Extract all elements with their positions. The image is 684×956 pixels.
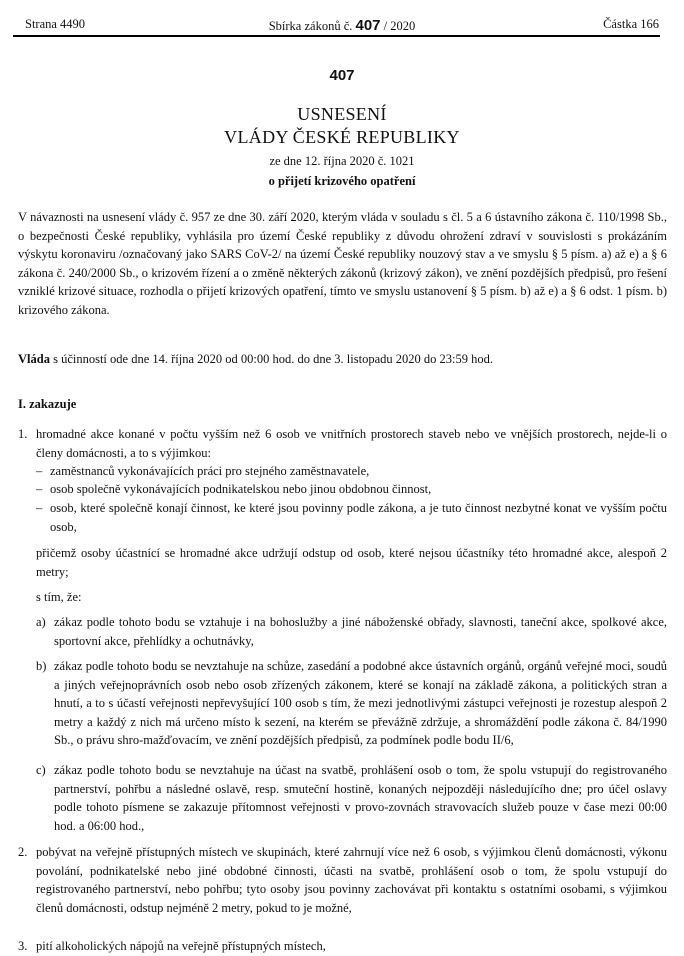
list-item-2 <box>18 843 667 917</box>
sub-item-b <box>36 657 667 750</box>
header-rule <box>13 35 660 37</box>
dash-bullet: – <box>36 501 43 515</box>
section-heading: I. zakazuje <box>18 397 77 411</box>
document-title-line2: VLÁDY ČESKÉ REPUBLIKY <box>224 127 460 147</box>
dash-item <box>36 499 667 536</box>
collection-prefix: Sbírka zákonů č. <box>268 19 353 33</box>
list-item-3 <box>18 937 667 956</box>
dash-item <box>36 480 667 499</box>
sub-text: zákaz podle tohoto bodu se vztahuje i na bohoslužby a jiné náboženské obřady, slavnosti, taneční akce, spolkové akce, sportovní akce, přehlídky a ochutnávky, <box>54 615 667 648</box>
item-text: pobývat na veřejně přístupných místech ve skupinách, které zahrnují více než 6 osob, s výjimkou členů domácnosti, výkonu povolání, podnikatelské nebo jiné obdobné činnosti, účasti na svatbě, prohlášení osob o tom, že spolu vstupují do registrovaného partnerství, nebo pohřbu; tyto osoby jsou povinny zachovávat při kontaktu s ostatními osobami, s výjimkou členů domácnosti, odstup nejméně 2 metry, pokud to je možné, <box>36 845 667 915</box>
item-text: pití alkoholických nápojů na veřejně přístupných místech, <box>36 939 326 953</box>
dash-text: osob, které společně konají činnost, ke které jsou povinny podle zákona, a je tuto činnost nezbytné konat ve vyšším počtu osob, <box>50 501 667 534</box>
document-subject: o přijetí krizového opatření <box>268 174 416 188</box>
distance-clause: přičemž osoby účastnící se hromadné akce udržují odstup od osob, které nejsou účastníky této hromadné akce, alespoň 2 metry; <box>36 546 667 579</box>
item-text: hromadné akce konané v počtu vyšším než 6 osob ve vnitřních prostorech staveb nebo ve vnějších prostorech, nejde-li o členy domácnosti, a to s výjimkou: <box>36 427 667 460</box>
dash-text: zaměstnanců vykonávajících práci pro stejného zaměstnavatele, <box>50 464 370 478</box>
item-number: 2. <box>18 845 28 859</box>
sub-item-a <box>36 613 667 650</box>
sub-intro: s tím, že: <box>36 590 82 604</box>
document-date: ze dne 12. října 2020 č. 1021 <box>269 154 415 168</box>
effect-text: s účinností ode dne 14. října 2020 od 00:00 hod. do dne 3. listopadu 2020 do 23:59 hod. <box>49 352 493 366</box>
sub-label: c) <box>36 763 46 777</box>
collection-number: 407 <box>355 17 381 34</box>
sub-item-c <box>36 761 667 835</box>
sub-label: b) <box>36 659 47 673</box>
document-title-line1: USNESENÍ <box>297 104 387 124</box>
preamble-paragraph: V návaznosti na usnesení vlády č. 957 ze dne 30. září 2020, kterým vláda v souladu s čl. 5 a 6 ústavního zákona č. 110/1998 Sb., o bezpečnosti České republiky, vyhlásila pro území České republiky z důvodu ohrožení zdraví v souvislosti s prokázáním výskytu koronaviru /označovaný jako SARS CoV-2/ na území České republiky nouzový stav a ve smyslu § 5 písm. a) až e) a § 6 zákona č. 240/2000 Sb., o krizovém řízení a o změně některých zákonů (krizový zákon), ve znění pozdějších předpisů, pro řešení vzniklé krizové situace, rozhodla o přijetí krizových opatření, tímto ve smyslu ustanovení § 5 písm. b) až e) a § 6 odst. 1 písm. b) krizového zákona. <box>18 210 667 317</box>
collection-reference <box>25 17 659 34</box>
dash-bullet: – <box>36 464 43 478</box>
part-number: Částka 166 <box>603 17 659 31</box>
sub-label: a) <box>36 615 46 629</box>
list-item-1 <box>18 425 667 462</box>
item-number: 1. <box>18 427 28 441</box>
sub-text: zákaz podle tohoto bodu se nevztahuje na účast na svatbě, prohlášení osob o tom, že spolu vstupují do registrovaného partnerství, pohřbu a následné oslavě, resp. smuteční hostině, konaných nejpozději následujícího dne; pro účel oslavy podle tohoto písmene se zakazuje přítomnost veřejnosti v provo-zovnách stravovacích služeb pouze v čase mezi 00:00 hod. a 06:00 hod., <box>54 763 667 833</box>
item-number: 3. <box>18 939 28 953</box>
dash-bullet: – <box>36 482 43 496</box>
collection-year: / 2020 <box>383 19 416 33</box>
dash-item <box>36 462 667 481</box>
effect-paragraph <box>18 350 667 369</box>
effect-subject: Vláda <box>18 352 50 366</box>
document-number: 407 <box>329 67 355 84</box>
dash-text: osob společně vykonávajících podnikatelskou nebo jinou obdobnou činnost, <box>50 482 432 496</box>
sub-text: zákaz podle tohoto bodu se nevztahuje na schůze, zasedání a podobné akce ústavních orgánů, orgánů veřejné moci, soudů a jiných veřejnoprávních osob nebo osob zřízených zákonem, které se konají na základě zákona, a politických stran a hnutí, a to s účastí veřejnosti nepřevyšující 100 osob s tím, že mezi jednotlivými zástupci veřejnosti je rozestup alespoň 2 metry a každý z nich má určeno místo k sezení, na kterém se převážně zdržuje, a shromáždění podle zákona č. 84/1990 Sb., o právu shro-mažďovacím, ve znění pozdějších předpisů, za podmínek podle bodu II/6, <box>54 659 667 748</box>
running-header <box>25 13 659 37</box>
page-number: Strana 4490 <box>25 17 86 31</box>
